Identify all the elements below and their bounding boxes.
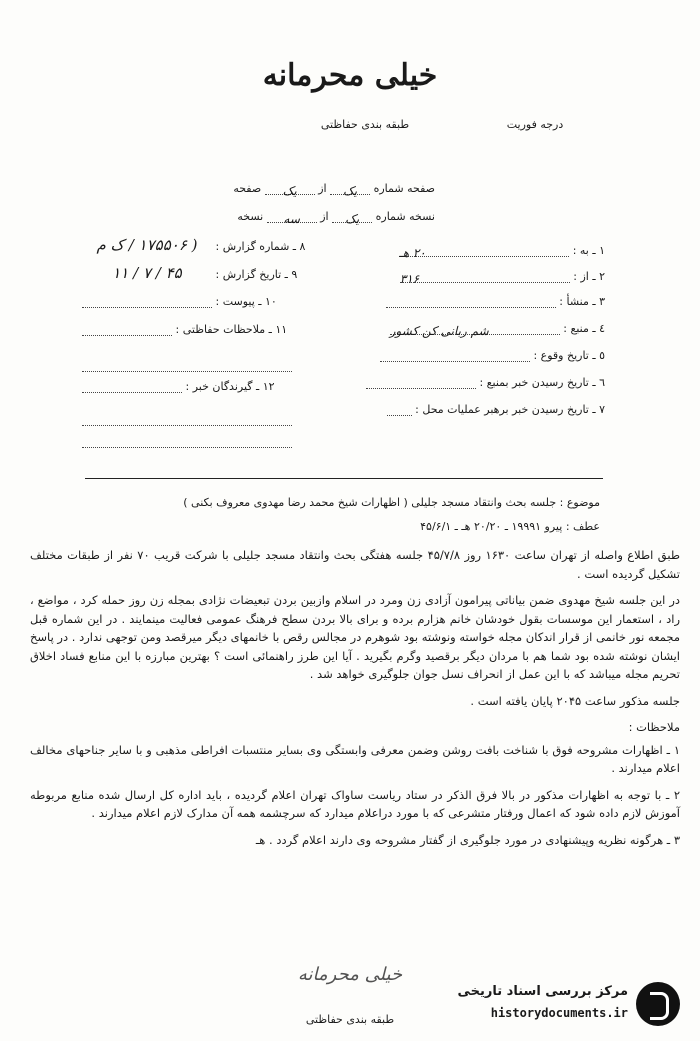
field-label: ٦ ـ تاریخ رسیدن خبر بمنبع : bbox=[479, 376, 605, 389]
occurrence-date-field bbox=[380, 349, 605, 362]
field-label: صفحه شماره bbox=[373, 182, 435, 195]
field-label: ٥ ـ تاریخ وقوع : bbox=[533, 349, 605, 362]
field-label: ٤ ـ منبع : bbox=[563, 322, 605, 335]
field-value: ( ۱۷۵۵۰۶ / ک م bbox=[96, 236, 198, 254]
security-notes-field bbox=[82, 323, 287, 336]
origin-field bbox=[386, 295, 605, 308]
reference-label: عطف : bbox=[565, 520, 600, 533]
recipients-field bbox=[82, 380, 275, 393]
field-value: شم ربانی کن کشور bbox=[390, 324, 560, 335]
subject-text: جلسه بحث وانتقاد مسجد جلیلی ( اظهارات شیخ محمد رضا مهدوی معروف بکنی ) bbox=[183, 496, 557, 509]
ops-receipt-date-field bbox=[387, 403, 605, 416]
field-label: ۹ ـ تاریخ گزارش : bbox=[215, 268, 298, 281]
field-label: ۲ ـ از : bbox=[573, 270, 605, 283]
field-label: صفحه bbox=[233, 182, 262, 195]
field-label: از bbox=[320, 210, 329, 223]
field-value: یک bbox=[265, 184, 315, 195]
field-value: ۲۰ هـ bbox=[399, 246, 569, 257]
classification-title: خیلی محرمانه bbox=[262, 58, 438, 93]
remark-item: ۲ ـ با توجه به اظهارات مذکور در بالا فرق الذکر در ستاد ریاست ساواک تهران اعلام گردیده ، باید اداره کل ارسال شده منابع مربوطه آموزش لازم داده شود که اعمال ورفتار متشرعی که با مورد دراعلام میدارد که سرچشمه همه آن مدارک لازم اعلام میدارند . bbox=[30, 787, 680, 820]
dotted-line bbox=[82, 356, 292, 375]
copy-number-field bbox=[237, 210, 435, 226]
attachment-field bbox=[82, 295, 277, 308]
report-paragraph: طبق اطلاع واصله از تهران ساعت ۱۶۳۰ روز ۴۵/۷/۸ جلسه هفتگی بحث وانتقاد مسجد جلیلی با شرکت قریب ۷۰ نفر از طبقات مختلف تشکیل گردیده است . bbox=[30, 548, 680, 581]
report-date-field bbox=[82, 264, 297, 282]
section-divider bbox=[85, 478, 603, 479]
dotted-line bbox=[82, 432, 292, 451]
field-value: ۴۵ / ۷ / ۱۱ bbox=[112, 264, 182, 282]
remark-item: ۱ ـ اظهارات مشروحه فوق با شناخت بافت روشن وضمن معرفی وابستگی وی بسایر منتسبات افراطی مذهبی و با سایر جناحهای مخالف اعلام میدارند . bbox=[30, 742, 680, 775]
field-value bbox=[386, 297, 556, 308]
to-field bbox=[399, 244, 605, 260]
reference-text: پیرو ۱۹۹۹۱ ـ ۲۰/۲۰ هـ ـ ۴۵/۶/۱ bbox=[420, 520, 563, 533]
subject-line bbox=[183, 496, 600, 509]
dotted-line bbox=[82, 410, 292, 429]
field-value bbox=[82, 382, 182, 393]
source-receipt-date-field bbox=[366, 376, 605, 389]
field-label: از bbox=[318, 182, 327, 195]
watermark-title: مرکز بررسی اسناد تاریخی bbox=[457, 984, 628, 999]
signature-stamp: خیلی محرمانه bbox=[297, 964, 403, 985]
field-label: ۸ ـ شماره گزارش : bbox=[215, 240, 306, 253]
source-field bbox=[389, 322, 605, 338]
priority-label: درجه فوریت bbox=[506, 118, 564, 131]
field-value bbox=[380, 351, 530, 362]
report-number-field bbox=[82, 236, 305, 254]
classification-label: طبقه بندی حفاظتی bbox=[320, 118, 410, 131]
remark-item: ۳ ـ هرگونه نظریه وپیشنهادی در مورد جلوگیری از گفتار مشروحه وی دارند اعلام گردد . هـ bbox=[255, 832, 680, 847]
field-value: سه bbox=[267, 212, 317, 223]
footer-classification-label: طبقه بندی حفاظتی bbox=[305, 1013, 395, 1026]
field-label: ۱۲ ـ گیرندگان خبر : bbox=[185, 380, 275, 393]
field-label: ۳ ـ منشأ : bbox=[559, 295, 605, 308]
watermark bbox=[440, 980, 680, 1032]
field-value bbox=[82, 297, 212, 308]
watermark-url: historydocuments.ir bbox=[490, 1006, 628, 1020]
report-paragraph: در این جلسه شیخ مهدوی ضمن بیاناتی پیرامون آزادی زن ومرد در اسلام وازبین بردن تبعیضات نژادی بمجله زن روز حمله کرد ، مواضع ، راد ، استعمار این موسسات بقول خودشان خانم هزارم برده و برای بالا بردن سطح فرهنگ عمومی فعالیت مینمایند . در این شماره قبل مجمعه نور خانمی از قرار اندکان مجله خواسته ونوشته بود شوهرم در مجالس رقص با خانمهای دیگر میرقصد ومن توجهی ندارد . در پاسخ ایشان نوشته شده بود شما هم با مردان دیگر برقصید وگرم بگیرید . آیا این طرز راهنمائی است ؟ بهترین مبارزه با این منابع فساد اخلاق تحریم مجله میباشد که با این عمل از انحراف نسل جوان جلوگیری خواهد شد . bbox=[30, 593, 680, 681]
field-value: یک bbox=[332, 212, 372, 223]
field-value: یک bbox=[330, 184, 370, 195]
field-label: نسخه bbox=[237, 210, 264, 223]
archive-logo-icon bbox=[636, 982, 680, 1026]
page-number-field bbox=[233, 182, 435, 198]
field-value bbox=[387, 405, 412, 416]
report-body bbox=[30, 546, 680, 857]
field-value bbox=[366, 378, 476, 389]
field-label: ۱۱ ـ ملاحظات حفاظتی : bbox=[175, 323, 288, 336]
reference-line bbox=[420, 520, 600, 533]
field-label: ۷ ـ تاریخ رسیدن خبر برهبر عملیات محل : bbox=[415, 403, 605, 416]
field-label: نسخه شماره bbox=[375, 210, 435, 223]
remarks-label: ملاحظات : bbox=[628, 720, 680, 734]
field-value: ۳۱۶ bbox=[400, 272, 570, 283]
field-label: ۱۰ ـ پیوست : bbox=[215, 295, 277, 308]
field-value bbox=[82, 325, 172, 336]
report-paragraph: جلسه مذکور ساعت ۲۰۴۵ پایان یافته است . bbox=[470, 693, 680, 708]
from-field bbox=[399, 270, 605, 286]
field-label: ۱ ـ به : bbox=[572, 244, 605, 257]
subject-label: موضوع : bbox=[559, 496, 600, 509]
